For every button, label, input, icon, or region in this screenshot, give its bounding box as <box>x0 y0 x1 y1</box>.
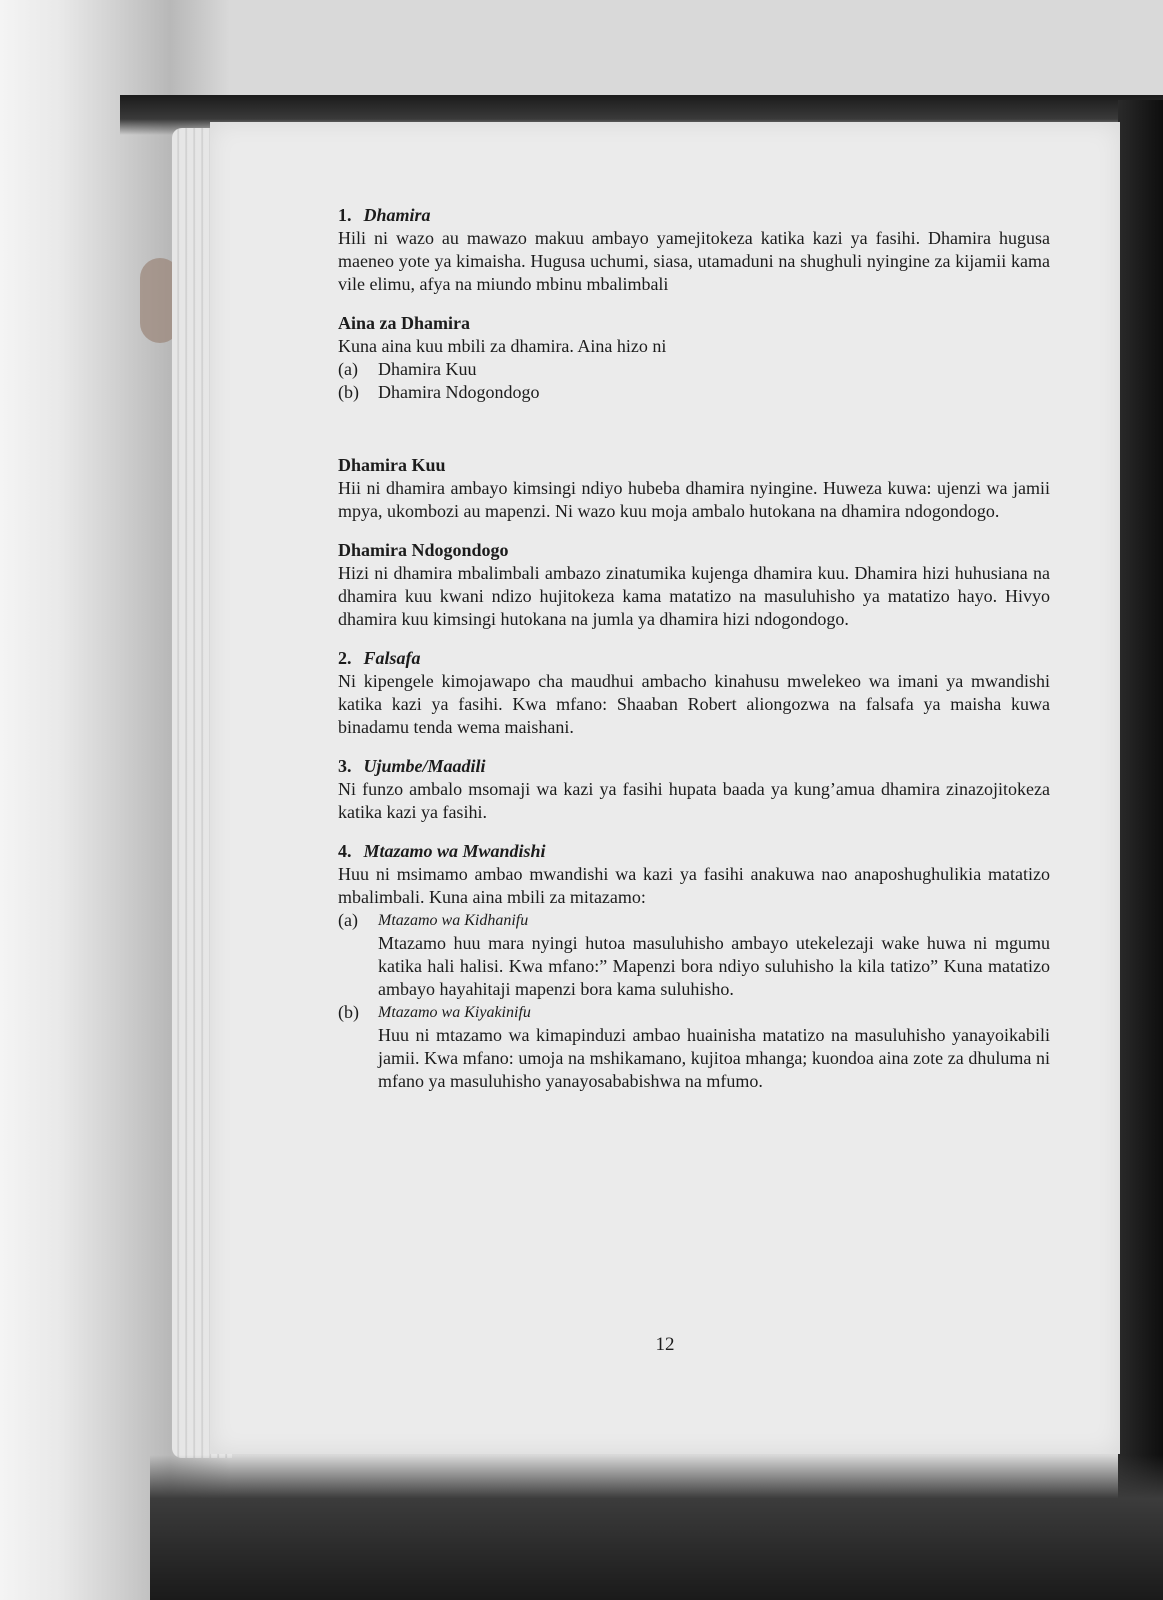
subsection-body: Hii ni dhamira ambayo kimsingi ndiyo hubeba dhamira nyingine. Huweza kuwa: ujenzi wa jamii mpya, ukombozi au mapenzi. Ni wazo kuu moja ambalo hutokana na dhamira ndogondogo. <box>338 478 1050 521</box>
list-item-title: Mtazamo wa Kidhanifu <box>378 912 529 929</box>
list-item <box>338 909 1050 932</box>
scan-bottom-shadow <box>150 1455 1163 1600</box>
section-mtazamo <box>338 840 1050 1093</box>
section-body: Ni kipengele kimojawapo cha maudhui ambacho kinahusu mwelekeo wa imani ya mwandishi katika kazi ya fasihi. Kwa mfano: Shaaban Robert aliongozwa na falsafa ya maisha kuwa binadamu tenda wema maishani. <box>338 671 1050 737</box>
section-heading <box>338 755 1050 778</box>
subsection-heading: Dhamira Ndogondogo <box>338 540 509 560</box>
section-body: Hili ni wazo au mawazo makuu ambayo yamejitokeza katika kazi ya fasihi. Dhamira hugusa maeneo yote ya kimaisha. Hugusa uchumi, siasa, utamaduni na shughuli nyingine za kijamii kama vile elimu, afya na miundo mbinu mbalimbali <box>338 228 1050 294</box>
list-item-title: Mtazamo wa Kiyakinifu <box>378 1004 531 1021</box>
scan-right-shadow <box>1118 100 1163 1600</box>
section-title: Ujumbe/Maadili <box>363 756 486 776</box>
section-aina-za-dhamira <box>338 312 1050 404</box>
list-item-body: Huu ni mtazamo wa kimapinduzi ambao huainisha matatizo na masuluhisho yanayoikabili jamii. Kwa mfano: umoja na mshikamano, kujitoa mhanga; kuondoa aina zote za dhuluma ni mfano ya masuluhisho yanayosababishwa na mfumo. <box>378 1025 1050 1091</box>
section-body: Huu ni msimamo ambao mwandishi wa kazi ya fasihi anakuwa nao anaposhughulikia matatizo mbalimbali. Kuna aina mbili za mitazamo: <box>338 864 1050 907</box>
subsection-intro: Kuna aina kuu mbili za dhamira. Aina hizo ni <box>338 336 667 356</box>
list-item-body: Mtazamo huu mara nyingi hutoa masuluhisho ambayo utekelezaji wake huwa ni mgumu katika hali halisi. Kwa mfano:” Mapenzi bora ndiyo suluhisho la kila tatizo” Kuna matatizo ambayo hayahitaji mapenzi bora kama suluhisho. <box>378 933 1050 999</box>
section-body: Ni funzo ambalo msomaji wa kazi ya fasihi hupata baada ya kung’amua dhamira zinazojitokeza katika kazi ya fasihi. <box>338 779 1050 822</box>
list-item <box>338 358 1050 381</box>
list-marker: (a) <box>338 359 358 379</box>
section-dhamira-ndogondogo <box>338 539 1050 631</box>
list-marker: (b) <box>338 382 359 402</box>
page-content <box>338 204 1050 1109</box>
list-item <box>338 1001 1050 1024</box>
section-falsafa <box>338 647 1050 739</box>
section-dhamira-kuu <box>338 454 1050 523</box>
section-dhamira <box>338 204 1050 296</box>
section-heading <box>338 204 1050 227</box>
list-item <box>338 381 1050 404</box>
list-marker: (a) <box>338 910 358 930</box>
section-ujumbe <box>338 755 1050 824</box>
subsection-heading: Aina za Dhamira <box>338 313 470 333</box>
list-marker: (b) <box>338 1002 359 1022</box>
spacer <box>338 420 1050 454</box>
book-page <box>210 122 1120 1454</box>
section-title: Falsafa <box>363 648 421 668</box>
section-heading <box>338 840 1050 863</box>
list-text: Dhamira Ndogondogo <box>378 382 540 402</box>
section-number: 4. <box>338 841 352 861</box>
section-title: Dhamira <box>363 205 431 225</box>
section-number: 1. <box>338 205 352 225</box>
subsection-heading: Dhamira Kuu <box>338 455 446 475</box>
page-number: 12 <box>655 1334 675 1355</box>
section-title: Mtazamo wa Mwandishi <box>363 841 546 861</box>
subsection-body: Hizi ni dhamira mbalimbali ambazo zinatumika kujenga dhamira kuu. Dhamira hizi huhusiana na dhamira kuu kwani ndizo hujitokeza kama matatizo na masuluhisho ya matatizo hayo. Hivyo dhamira kuu kimsingi hutokana na jumla ya dhamira hizi ndogondogo. <box>338 563 1050 629</box>
list-text: Dhamira Kuu <box>378 359 477 379</box>
section-number: 3. <box>338 756 352 776</box>
section-heading <box>338 647 1050 670</box>
section-number: 2. <box>338 648 352 668</box>
